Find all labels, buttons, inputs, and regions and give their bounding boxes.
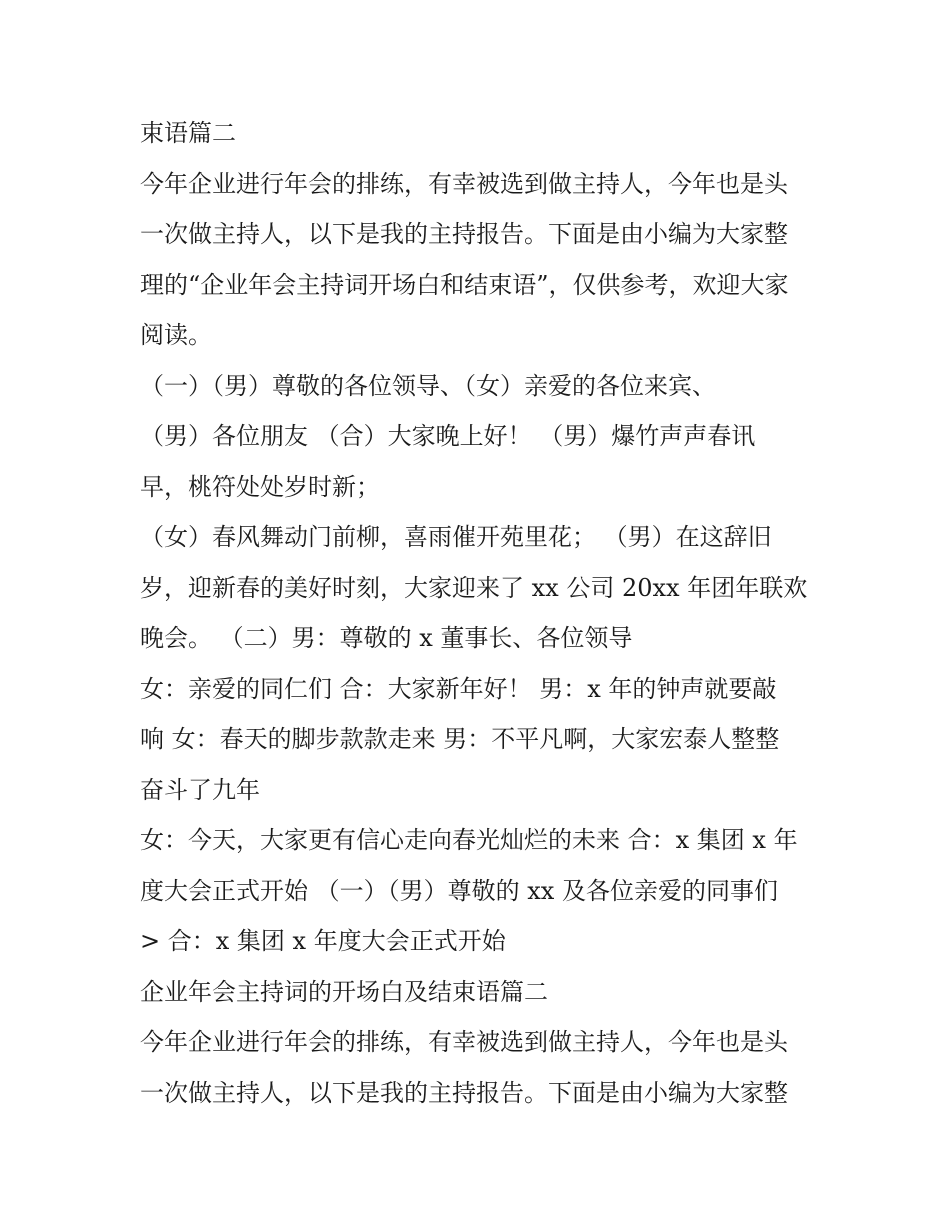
text-line: （女）春风舞动门前柳，喜雨催开苑里花； （男）在这辞旧: [140, 523, 772, 551]
text-line: 响 女：春天的脚步款款走来 男：不平凡啊，大家宏泰人整整: [140, 725, 780, 753]
text-line: 女：今天，大家更有信心走向春光灿烂的未来 合：x 集团 x 年: [140, 826, 798, 854]
text-line: 束语篇二: [140, 119, 236, 147]
text-line: 今年企业进行年会的排练，有幸被选到做主持人，今年也是头: [140, 1028, 788, 1056]
text-line: 度大会正式开始 （一）（男）尊敬的 xx 及各位亲爱的同事们: [140, 876, 778, 905]
text-line: 早，桃符处处岁时新；: [140, 472, 380, 501]
text-line: 一次做主持人，以下是我的主持报告。下面是由小编为大家整: [140, 220, 788, 248]
text-line: 岁，迎新春的美好时刻，大家迎来了 xx 公司 20xx 年团年联欢: [140, 573, 808, 602]
text-line: 阅读。: [140, 321, 212, 349]
text-line: 理的“企业年会主持词开场白和结束语”，仅供参考，欢迎大家: [140, 270, 789, 299]
text-line: （一）（男）尊敬的各位领导、（女）亲爱的各位来宾、: [140, 371, 716, 400]
text-line: （男）各位朋友 （合）大家晚上好！ （男）爆竹声声春讯: [140, 422, 756, 450]
text-line: 晚会。 （二）男：尊敬的 x 董事长、各位领导: [140, 624, 633, 652]
text-line: 奋斗了九年: [140, 775, 260, 804]
text-line: 今年企业进行年会的排练，有幸被选到做主持人，今年也是头: [140, 169, 788, 198]
text-line: 企业年会主持词的开场白及结束语篇二: [140, 977, 548, 1006]
document-body: [140, 108, 820, 1118]
text-line: 一次做主持人，以下是我的主持报告。下面是由小编为大家整: [140, 1078, 788, 1107]
text-line: 女：亲爱的同仁们 合：大家新年好！ 男：x 年的钟声就要敲: [140, 674, 777, 703]
text-line: > 合：x 集团 x 年度大会正式开始: [140, 927, 506, 955]
